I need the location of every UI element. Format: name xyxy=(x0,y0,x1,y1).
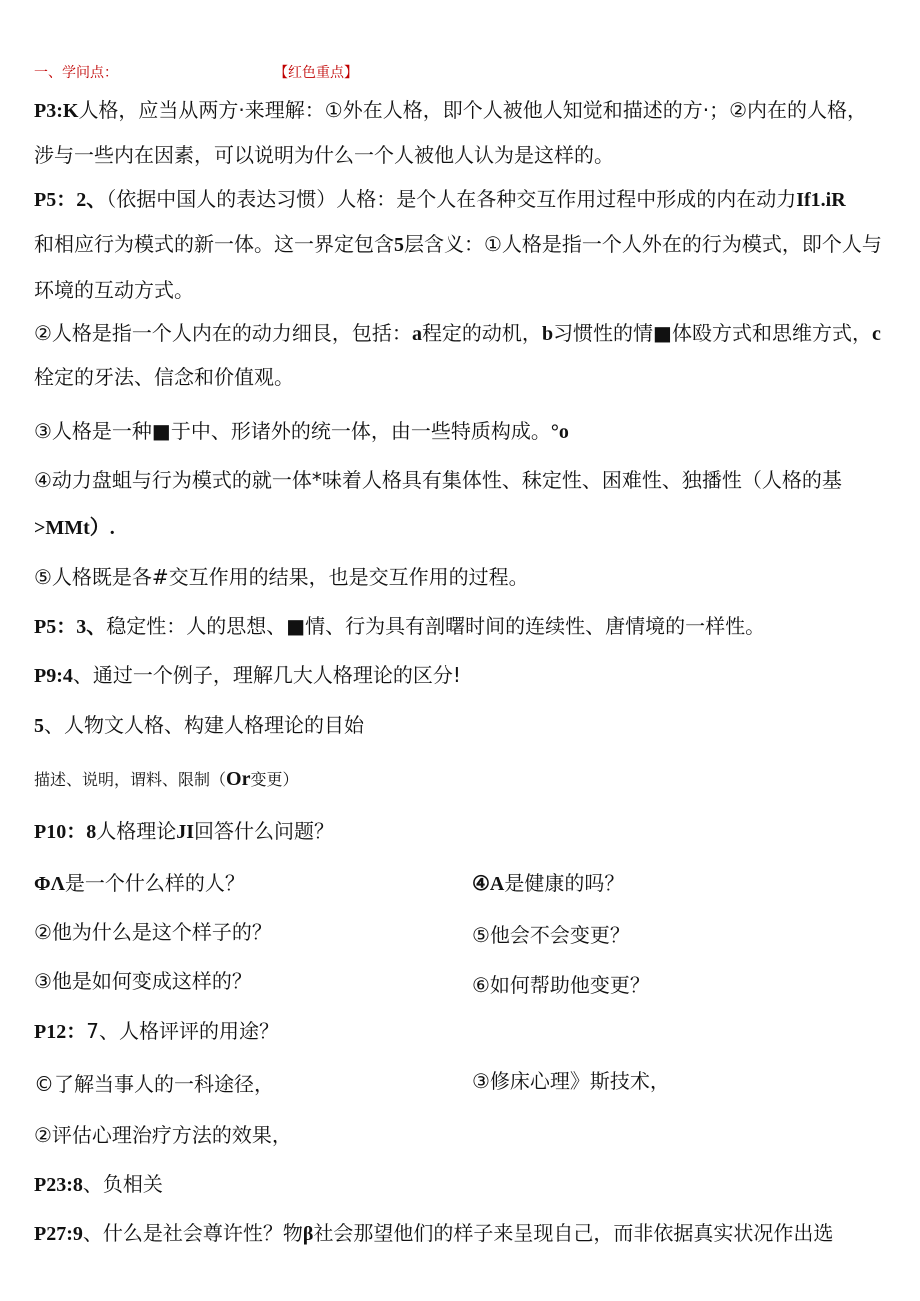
question-item xyxy=(34,919,272,945)
page-ref: P23:8 xyxy=(34,1174,83,1196)
para-text: 人格理论 xyxy=(96,819,177,843)
page-ref: P12： xyxy=(34,1021,87,1043)
para-text: 、人物文人格、构建人格理论的目始 xyxy=(44,713,364,737)
para-line xyxy=(34,613,765,640)
para-text: 涉与一些内在因素，可以说明为什么一个人被他人认为是这样的。 xyxy=(34,143,614,167)
para-text: ④A xyxy=(472,873,505,895)
highlight-tag: 【红色重点】 xyxy=(274,65,358,81)
para-line xyxy=(34,766,298,793)
para-text: 和相应行为模式的新一体。这一界定包含 xyxy=(34,232,394,256)
para-text: 环境的互动方式。 xyxy=(34,278,194,302)
question-item xyxy=(34,870,245,897)
para-line xyxy=(34,1220,833,1247)
para-text: 是健康的吗？ xyxy=(504,871,625,895)
para-text: ⑤他会不会变更？ xyxy=(472,923,630,947)
para-line xyxy=(34,364,294,390)
para-text: ③他是如何变成这样的？ xyxy=(34,969,252,993)
para-text: c xyxy=(871,323,881,345)
para-text: 、通过一个例子，理解几大人格理论的区分! xyxy=(72,663,461,687)
para-text: （依据中国人的表达习惯）人格：是个人在各种交互作用过程中形成的内在动力 xyxy=(106,187,797,211)
para-line xyxy=(34,467,842,493)
para-text: 社会那望他们的样子来呈现自己，而非依据真实状况作出选 xyxy=(313,1221,834,1245)
question-item xyxy=(472,922,630,948)
page-ref: P27:9 xyxy=(34,1223,83,1245)
para-text: JI xyxy=(176,821,195,843)
para-text: ②人格是指一个人内在的动力细艮，包括： xyxy=(34,321,412,345)
para-text: 7、人格评评的用途？ xyxy=(86,1019,279,1043)
para-text: 习惯性的情■体殴方式和思维方式， xyxy=(553,321,872,345)
para-line xyxy=(34,277,194,303)
para-text: ③人格是一种■于中、形诸外的统一体，由一些特质构成。 xyxy=(34,419,551,443)
section-header xyxy=(34,60,358,86)
question-item xyxy=(472,972,650,998)
para-text: 是一个什么样的人？ xyxy=(64,871,245,895)
para-line xyxy=(34,142,614,168)
para-line xyxy=(34,818,334,845)
para-text: β xyxy=(302,1223,314,1245)
para-text: °o xyxy=(550,421,569,443)
para-line xyxy=(34,1018,279,1045)
para-line xyxy=(34,1171,163,1198)
para-text: 层含义：①人格是指一个人外在的行为模式，即个人与 xyxy=(404,232,882,256)
para-line xyxy=(34,712,364,739)
para-text: 、什么是社会尊许性？物 xyxy=(82,1221,303,1245)
page-ref: P5：2、 xyxy=(34,189,107,211)
para-text: ③修床心理》斯技术， xyxy=(472,1069,670,1093)
usage-item xyxy=(34,1071,274,1097)
para-text: ②他为什么是这个样子的？ xyxy=(34,920,272,944)
para-text: 稳定性：人的思想、■情、行为具有剖曙时间的连续性、唐情境的一样性。 xyxy=(106,614,766,638)
para-text: b xyxy=(541,323,554,345)
para-text: 、负相关 xyxy=(82,1172,163,1196)
para-line xyxy=(34,231,882,258)
para-line xyxy=(34,320,881,347)
page-ref: P9:4 xyxy=(34,665,73,687)
para-text: 人格，应当从两方·来理解：①外在人格，即个人被他人知觉和描述的方·；②内在的人格， xyxy=(78,98,868,122)
page-ref: P10：8 xyxy=(34,821,97,843)
para-text: a xyxy=(411,323,422,345)
para-line xyxy=(34,97,867,124)
question-item xyxy=(34,968,252,994)
para-text: If1.iR xyxy=(796,189,846,211)
question-item xyxy=(472,870,624,897)
para-line xyxy=(34,515,115,541)
para-line xyxy=(34,564,529,590)
para-text: ⑤人格既是各#交互作用的结果，也是交互作用的过程。 xyxy=(34,565,529,589)
page-ref: P3:K xyxy=(34,100,79,122)
para-line xyxy=(34,186,846,213)
para-text: 栓定的牙法、信念和价值观。 xyxy=(34,365,294,389)
para-line xyxy=(34,662,461,689)
para-text: ΦΛ xyxy=(34,873,65,895)
section-title: 一、学问点： xyxy=(34,65,118,81)
para-text: Or xyxy=(226,768,251,790)
para-text: 5 xyxy=(394,234,404,256)
usage-item xyxy=(34,1122,292,1148)
page-ref: P5：3、 xyxy=(34,616,107,638)
usage-item xyxy=(472,1068,670,1094)
page-ref: 5 xyxy=(34,715,44,737)
para-text: 回答什么问题？ xyxy=(194,819,335,843)
para-text: ②评估心理治疗方法的效果， xyxy=(34,1123,292,1147)
para-text: 程定的动机， xyxy=(421,321,542,345)
para-text: 描述、说明，谓料、限制（ xyxy=(34,770,227,789)
para-line xyxy=(34,418,569,445)
para-text: 变更） xyxy=(250,770,299,789)
para-text: >MMt）. xyxy=(34,517,115,539)
para-text: ④动力盘蛆与行为模式的就一体*味着人格具有集体性、秣定性、困难性、独播性（人格的基 xyxy=(34,468,842,492)
para-text: ©了解当事人的一科途径， xyxy=(34,1072,274,1096)
para-text: ⑥如何帮助他变更？ xyxy=(472,973,650,997)
